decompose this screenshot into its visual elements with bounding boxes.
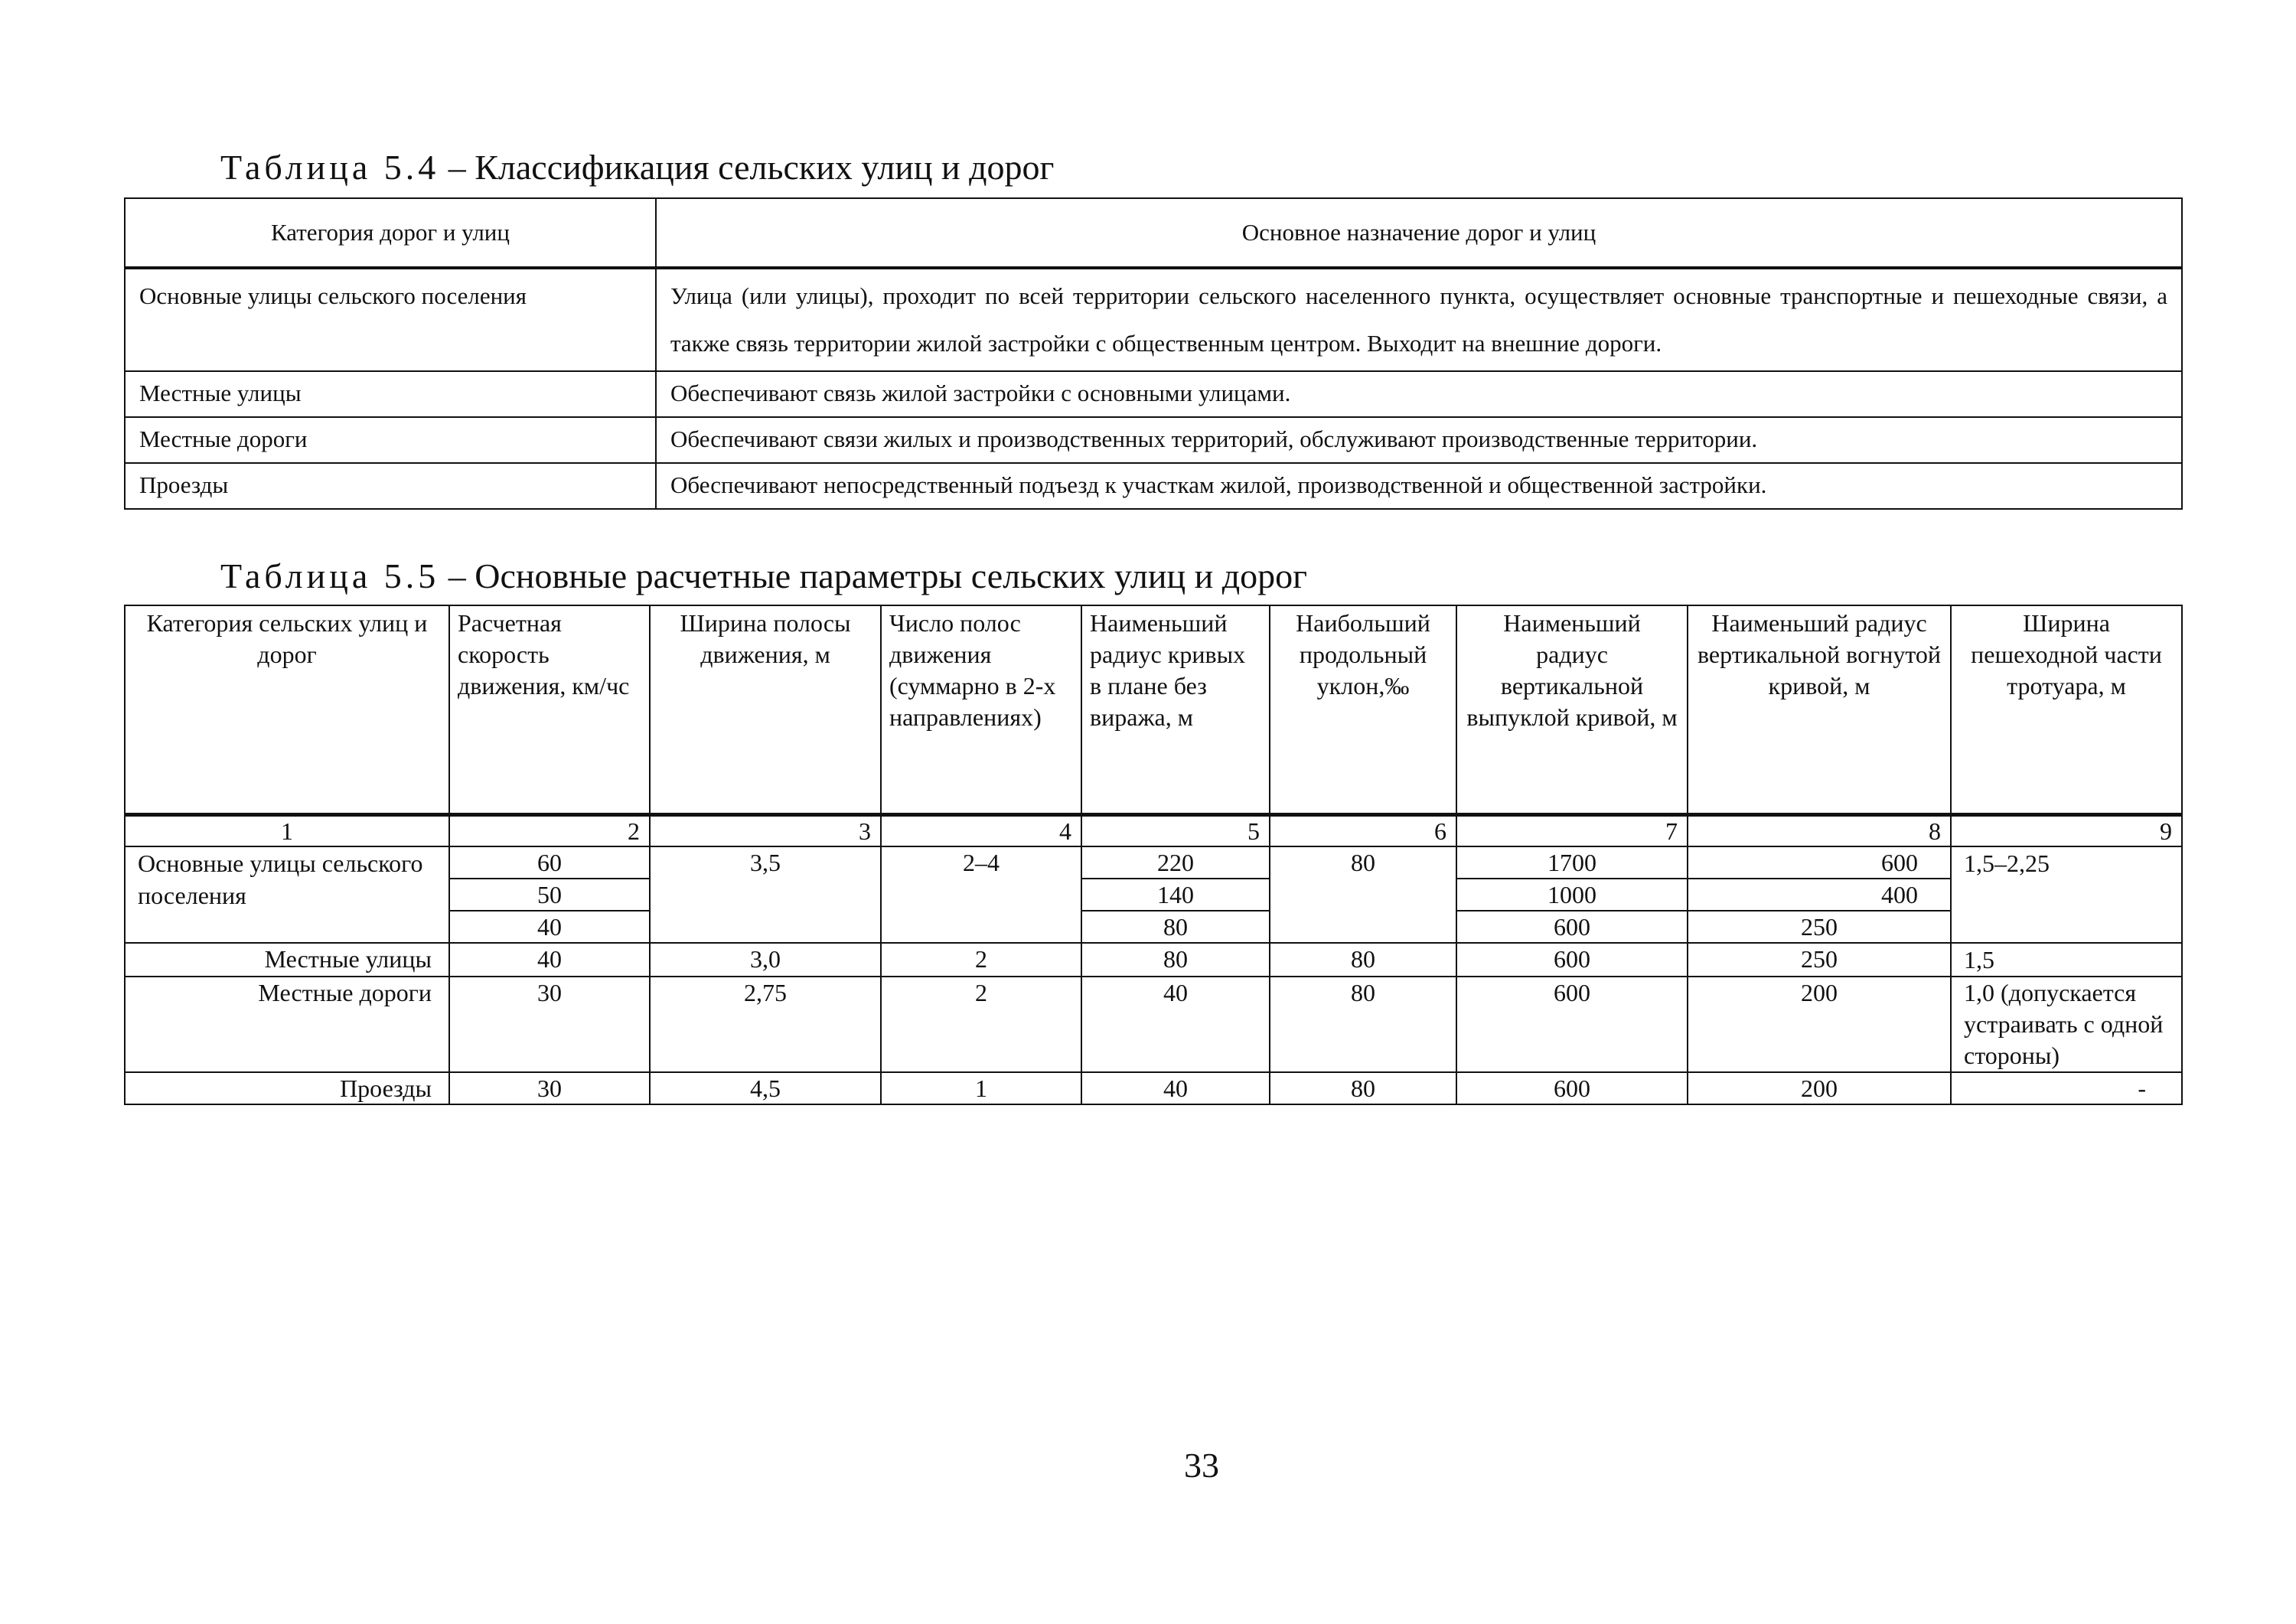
caption-dash: – bbox=[448, 556, 466, 595]
row-radius-plan: 40 bbox=[1081, 1072, 1270, 1104]
table-header-row bbox=[125, 198, 2182, 268]
table-row bbox=[125, 463, 2182, 509]
page-number: 33 bbox=[1184, 1446, 1219, 1485]
row-category: Проезды bbox=[125, 1072, 449, 1104]
row-lane-width: 4,5 bbox=[650, 1072, 881, 1104]
row-radius-convex: 600 bbox=[1456, 1072, 1688, 1104]
header-slope: Наибольший продольный уклон,‰ bbox=[1270, 605, 1456, 815]
table-5-4-title: Классификация сельских улиц и дорог bbox=[475, 148, 1055, 187]
table-5-5-label: Таблица 5.5 bbox=[220, 556, 440, 595]
row-radius-convex: 1700 bbox=[1456, 846, 1688, 879]
row-slope: 80 bbox=[1270, 1072, 1456, 1104]
row-category: Местные дороги bbox=[125, 977, 449, 1072]
row-speed: 40 bbox=[449, 943, 650, 977]
row-sidewalk: 1,5‒2,25 bbox=[1951, 846, 2182, 943]
row-radius-convex: 1000 bbox=[1456, 879, 1688, 911]
row-slope: 80 bbox=[1270, 977, 1456, 1072]
row-radius-plan: 80 bbox=[1081, 911, 1270, 943]
row-radius-concave: 250 bbox=[1688, 943, 1951, 977]
row-lanes: 2‒4 bbox=[881, 846, 1081, 943]
row-lane-width: 3,5 bbox=[650, 846, 881, 943]
header-category: Категория сельских улиц и дорог bbox=[125, 605, 449, 815]
header-speed: Расчетная скорость движения, км/чс bbox=[449, 605, 650, 815]
table-row bbox=[125, 977, 2182, 1072]
row-radius-concave: 400 bbox=[1688, 879, 1951, 911]
row-category: Основные улицы сельского поселения bbox=[125, 268, 656, 371]
header-lanes: Число полос движения (суммарно в 2-х направлениях) bbox=[881, 605, 1081, 815]
column-number: 4 bbox=[881, 815, 1081, 847]
column-number: 7 bbox=[1456, 815, 1688, 847]
row-speed: 60 bbox=[449, 846, 650, 879]
row-category: Местные улицы bbox=[125, 371, 656, 417]
table-5-4 bbox=[124, 197, 2183, 510]
row-radius-plan: 220 bbox=[1081, 846, 1270, 879]
column-number: 5 bbox=[1081, 815, 1270, 847]
row-speed: 30 bbox=[449, 1072, 650, 1104]
row-lane-width: 3,0 bbox=[650, 943, 881, 977]
row-sidewalk: - bbox=[1951, 1072, 2182, 1104]
row-speed: 40 bbox=[449, 911, 650, 943]
row-category: Проезды bbox=[125, 463, 656, 509]
row-purpose: Улица (или улицы), проходит по всей территории сельского населенного пункта, осуществляет основные транспортные и пешеходные связи, а также связь территории жилой застройки с общественным центром. Выходит на внешние дороги. bbox=[656, 268, 2182, 371]
row-radius-plan: 80 bbox=[1081, 943, 1270, 977]
header-radius-plan: Наименьший радиус кривых в плане без виража, м bbox=[1081, 605, 1270, 815]
row-radius-plan: 40 bbox=[1081, 977, 1270, 1072]
header-lane-width: Ширина полосы движения, м bbox=[650, 605, 881, 815]
row-radius-concave: 200 bbox=[1688, 1072, 1951, 1104]
column-number: 1 bbox=[125, 815, 449, 847]
table-5-5-title: Основные расчетные параметры сельских улиц и дорог bbox=[475, 556, 1307, 595]
table-row bbox=[125, 846, 2182, 879]
table-5-5 bbox=[124, 605, 2183, 1105]
row-category: Местные дороги bbox=[125, 417, 656, 463]
column-number-row bbox=[125, 815, 2182, 847]
row-purpose: Обеспечивают связь жилой застройки с основными улицами. bbox=[656, 371, 2182, 417]
row-category: Местные улицы bbox=[125, 943, 449, 977]
table-5-4-label: Таблица 5.4 bbox=[220, 148, 440, 187]
column-number: 8 bbox=[1688, 815, 1951, 847]
row-slope: 80 bbox=[1270, 846, 1456, 943]
table-header-row bbox=[125, 605, 2182, 815]
header-radius-convex: Наименьший радиус вертикальной выпуклой кривой, м bbox=[1456, 605, 1688, 815]
row-radius-plan: 140 bbox=[1081, 879, 1270, 911]
row-radius-convex: 600 bbox=[1456, 911, 1688, 943]
row-radius-concave: 200 bbox=[1688, 977, 1951, 1072]
row-category: Основные улицы сельского поселения bbox=[125, 846, 449, 943]
column-number: 2 bbox=[449, 815, 650, 847]
header-sidewalk: Ширина пешеходной части тротуара, м bbox=[1951, 605, 2182, 815]
row-radius-concave: 250 bbox=[1688, 911, 1951, 943]
row-speed: 50 bbox=[449, 879, 650, 911]
row-lanes: 2 bbox=[881, 943, 1081, 977]
table-row bbox=[125, 1072, 2182, 1104]
row-purpose: Обеспечивают непосредственный подъезд к участкам жилой, производственной и общественной застройки. bbox=[656, 463, 2182, 509]
row-slope: 80 bbox=[1270, 943, 1456, 977]
header-radius-concave: Наименьший радиус вертикальной вогнутой кривой, м bbox=[1688, 605, 1951, 815]
row-speed: 30 bbox=[449, 977, 650, 1072]
row-lane-width: 2,75 bbox=[650, 977, 881, 1072]
caption-dash: – bbox=[448, 148, 466, 187]
column-number: 9 bbox=[1951, 815, 2182, 847]
row-sidewalk: 1,5 bbox=[1951, 943, 2182, 977]
row-purpose: Обеспечивают связи жилых и производственных территорий, обслуживают производственные территории. bbox=[656, 417, 2182, 463]
column-number: 3 bbox=[650, 815, 881, 847]
table-row bbox=[125, 417, 2182, 463]
header-purpose: Основное назначение дорог и улиц bbox=[656, 198, 2182, 268]
table-row bbox=[125, 371, 2182, 417]
header-category: Категория дорог и улиц bbox=[125, 198, 656, 268]
row-radius-convex: 600 bbox=[1456, 977, 1688, 1072]
row-lanes: 2 bbox=[881, 977, 1081, 1072]
row-lanes: 1 bbox=[881, 1072, 1081, 1104]
row-radius-convex: 600 bbox=[1456, 943, 1688, 977]
table-5-5-caption bbox=[220, 556, 1307, 595]
column-number: 6 bbox=[1270, 815, 1456, 847]
row-sidewalk: 1,0 (допускается устраивать с одной стороны) bbox=[1951, 977, 2182, 1072]
table-5-4-caption bbox=[220, 150, 1054, 185]
row-radius-concave: 600 bbox=[1688, 846, 1951, 879]
table-row bbox=[125, 268, 2182, 371]
table-row bbox=[125, 943, 2182, 977]
